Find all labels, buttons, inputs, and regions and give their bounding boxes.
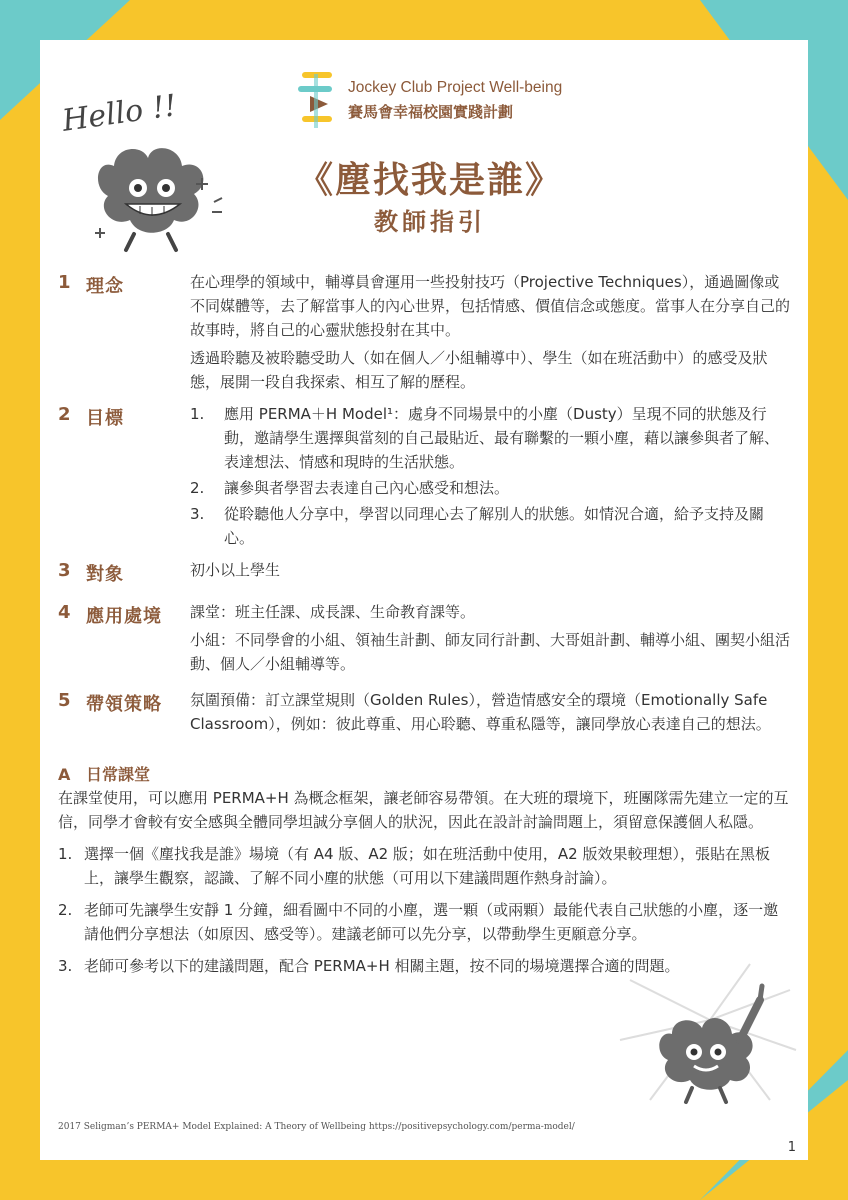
list-item bbox=[190, 502, 793, 550]
section-4-number: 4 bbox=[58, 602, 71, 623]
list-item-text: 老師可先讓學生安靜 1 分鐘，細看圖中不同的小塵，選一顆（或兩顆）最能代表自己狀態的小塵，逐一邀請他們分享想法（如原因、感受等）。建議老師可以先分享，以帶動學生更願意分享。 bbox=[84, 901, 779, 943]
section-5-paragraph: 氛圍預備：訂立課堂規則（Golden Rules），營造情感安全的環境（Emotionally Safe Classroom），例如：彼此尊重、用心聆聽、尊重私隱等，讓同學放心表達自己的想法。 bbox=[190, 691, 771, 733]
page-number: 1 bbox=[787, 1140, 796, 1155]
list-item bbox=[190, 476, 793, 500]
section-2-number: 2 bbox=[58, 404, 71, 425]
section-2-title: 目標 bbox=[86, 408, 124, 429]
pointing-dusty-mascot-icon bbox=[610, 960, 800, 1110]
list-item bbox=[58, 898, 793, 946]
list-item-text: 選擇一個《塵找我是誰》場境（有 A4 版、A2 版；如在班活動中使用，A2 版效果較理想），張貼在黑板上，讓學生觀察，認識、了解不同小塵的狀態（可用以下建議問題作熱身討論）。 bbox=[84, 845, 770, 887]
section-5-body bbox=[190, 688, 793, 740]
section-2-body bbox=[190, 402, 793, 552]
hello-text: Hello !! bbox=[60, 88, 179, 139]
page-subtitle: 教師指引 bbox=[374, 208, 486, 236]
project-logo bbox=[296, 70, 596, 130]
list-item bbox=[190, 402, 793, 474]
list-item-text: 從聆聽他人分享中，學習以同理心去了解別人的狀態。如情況合適，給予支持及關心。 bbox=[224, 505, 765, 547]
list-item-number: 1. bbox=[190, 405, 205, 423]
hello-mascot bbox=[56, 88, 236, 258]
logo-text-en: Jockey Club Project Well-being bbox=[348, 79, 563, 96]
list-item-number: 3. bbox=[58, 957, 73, 975]
section-a-intro: 在課堂使用，可以應用 PERMA+H 為概念框架，讓老師容易帶領。在大班的環境下，班團隊需先建立一定的互信，同學才會較有安全感與全體同學坦誠分享個人的狀況，因此在設計討論問題上，須留意保護個人私隱。 bbox=[58, 789, 789, 831]
project-logo-icon bbox=[296, 70, 342, 130]
section-a-body bbox=[58, 786, 793, 986]
section-4-body bbox=[190, 600, 793, 680]
section-a-heading bbox=[58, 762, 150, 785]
section-3-title: 對象 bbox=[86, 564, 124, 585]
section-1-title: 理念 bbox=[86, 276, 124, 297]
list-item-number: 3. bbox=[190, 505, 205, 523]
section-4-title: 應用處境 bbox=[86, 606, 162, 627]
section-1-paragraph: 在心理學的領域中，輔導員會運用一些投射技巧（Projective Techniques），通過圖像或不同媒體等，去了解當事人的內心世界，包括情感、價值信念或態度。當事人在分享自己的故事時，將自己的心靈狀態投射在其中。 bbox=[190, 273, 791, 339]
section-3-number: 3 bbox=[58, 560, 71, 581]
section-5-title: 帶領策略 bbox=[86, 694, 162, 715]
section-a-letter: A bbox=[58, 765, 71, 784]
list-item-number: 2. bbox=[190, 479, 205, 497]
section-a-title: 日常課堂 bbox=[86, 765, 151, 784]
list-item-text: 老師可參考以下的建議問題，配合 PERMA+H 相關主題，按不同的場境選擇合適的問題。 bbox=[84, 957, 680, 975]
page-title: 《塵找我是誰》 bbox=[296, 159, 563, 201]
section-4-paragraph: 課堂：班主任課、成長課、生命教育課等。 bbox=[190, 603, 476, 621]
section-5-number: 5 bbox=[58, 690, 71, 711]
list-item-number: 2. bbox=[58, 901, 73, 919]
footnote: 2017 Seligman’s PERMA+ Model Explained: A Theory of Wellbeing https://positivepsychology.com/perma-model/ bbox=[58, 1122, 575, 1132]
document-page bbox=[40, 40, 808, 1160]
list-item-text: 讓參與者學習去表達自己內心感受和想法。 bbox=[224, 479, 510, 497]
section-3-paragraph: 初小以上學生 bbox=[190, 561, 281, 579]
section-3-body bbox=[190, 558, 793, 586]
list-item-number: 1. bbox=[58, 845, 73, 863]
section-1-paragraph: 透過聆聽及被聆聽受助人（如在個人／小組輔導中）、學生（如在班活動中）的感受及狀態，展開一段自我探索、相互了解的歷程。 bbox=[190, 349, 768, 391]
section-4-paragraph: 小組：不同學會的小組、領袖生計劃、師友同行計劃、大哥姐計劃、輔導小組、團契小組活動、個人／小組輔導等。 bbox=[190, 631, 791, 673]
list-item-text: 應用 PERMA＋H Model¹：處身不同場景中的小塵（Dusty）呈現不同的狀態及行動，邀請學生選擇與當刻的自己最貼近、最有聯繫的一顆小塵，藉以讓參與者了解、表達想法、情感和現時的生活狀態。 bbox=[224, 405, 780, 471]
logo-text-zh: 賽馬會幸福校園實踐計劃 bbox=[348, 103, 514, 121]
section-1-number: 1 bbox=[58, 272, 71, 293]
section-1-body bbox=[190, 270, 793, 398]
list-item bbox=[58, 842, 793, 890]
hello-dusty-mascot-icon bbox=[56, 88, 236, 258]
